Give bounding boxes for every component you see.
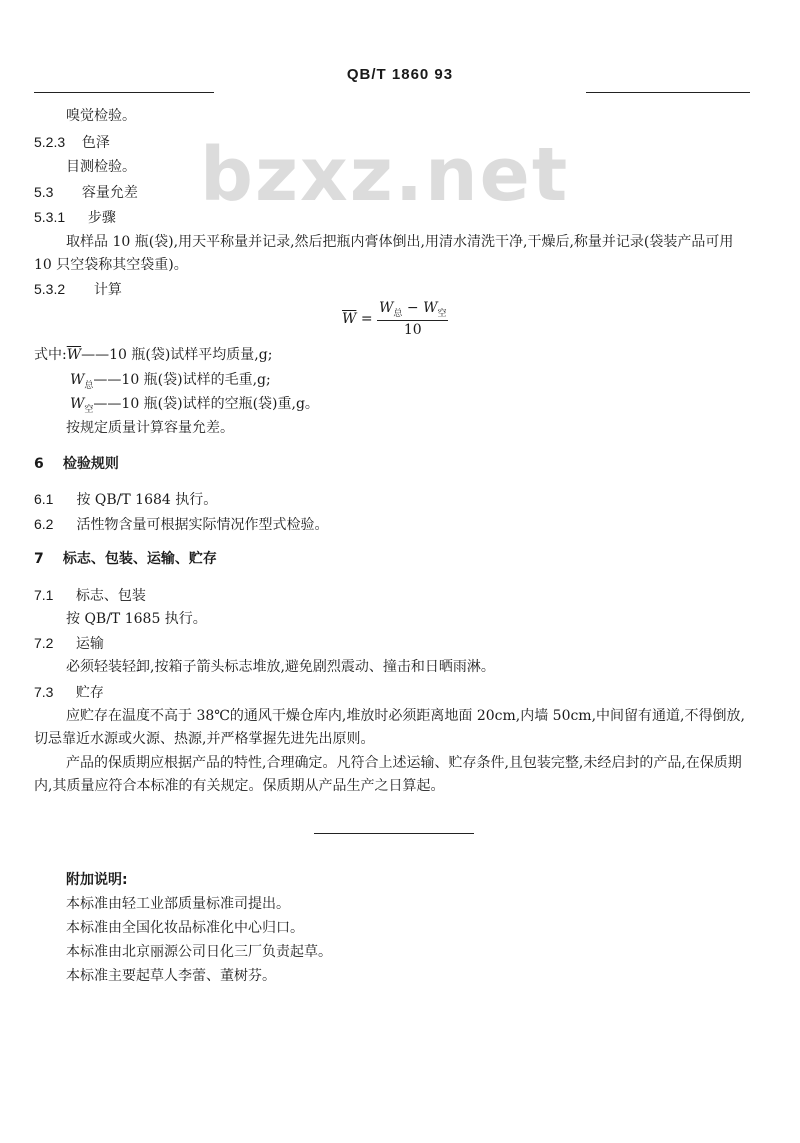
section-number: 7.2 [34,635,54,651]
symbol-w-empty: W [70,396,85,412]
section-6-1 [34,489,217,510]
header-rule-right [586,92,750,93]
note-2: 本标准由全国化妆品标准化中心归口。 [66,920,304,936]
standard-header: QB/T 1860 93 [346,66,454,83]
section-7-3-heading [34,682,104,702]
formula-denominator: 10 [403,321,422,338]
section-7-1-text: 按 QB/T 1685 执行。 [66,611,207,627]
section-title: 色泽 [81,134,110,150]
section-7-1-heading [34,585,146,605]
note-1: 本标准由轻工业部质量标准司提出。 [66,896,290,912]
section-7-2-heading [34,633,104,653]
section-5-3-heading [34,182,138,202]
where-line-2: $W_总——10$ 瓶(袋)试样的毛重,g; [70,372,271,391]
section-title: 步骤 [87,209,116,225]
section-7-2-text: 必须轻装轻卸,按箱子箭头标志堆放,避免剧烈震动、撞击和日晒雨淋。 [66,659,495,675]
section-5-3-2-heading [34,279,122,299]
section-title: 标志、包装 [75,587,146,603]
smell-check-text: 嗅觉检验。 [66,108,136,124]
section-6-2 [34,514,328,535]
section-5-2-3-text: 目测检验。 [66,159,136,175]
section-5-3-1-text: 取样品 10 瓶(袋),用天平称量并记录,然后把瓶内膏体倒出,用清水清洗干净,干燥后,称量并记录(袋装产品可用 10 只空袋称其空袋重)。 [34,234,734,273]
section-title: 标志、包装、运输、贮存 [62,551,217,567]
section-number: 6.1 [34,491,54,507]
section-7-heading [34,549,217,569]
section-number: 5.2.3 [34,134,66,150]
calc-note: 按规定质量计算容量允差。 [66,420,234,436]
formula-fraction [377,300,448,338]
section-number: 6.2 [34,516,54,532]
section-number: 5.3.2 [34,281,66,297]
section-number: 7.1 [34,587,54,603]
section-title: 检验规则 [62,456,119,472]
section-6-heading [34,454,119,474]
section-number: 7 [34,551,44,567]
symbol-w-gross: W [70,372,85,388]
watermark: bzxz.net [200,132,570,218]
section-title: 容量允差 [81,184,138,200]
end-rule [314,833,474,834]
section-number: 7.3 [34,684,54,700]
note-4: 本标准主要起草人李蕾、董树芬。 [66,968,276,984]
header-rule-left [34,92,214,93]
section-text: 按 QB/T 1684 执行。 [76,492,218,508]
note-3: 本标准由北京丽源公司日化三厂负责起草。 [66,944,332,960]
formula-lhs: $\overline{W}$ [342,310,357,327]
formula-equals: = [356,310,378,327]
section-title: 计算 [93,281,122,297]
average-mass-formula [342,300,448,338]
where-line-1: 式中$:\overline{W}——10$ 瓶(袋)试样平均质量,g; [34,347,273,363]
section-text: 活性物含量可根据实际情况作型式检验。 [76,517,329,533]
formula-numerator: $W_总 - W_空$ [379,300,447,319]
section-number: 6 [34,456,44,472]
section-7-3-para-1: 应贮存在温度不高于 38℃的通风干燥仓库内,堆放时必须距离地面 20cm,内墙 50cm,中间留有通道,不得倒放,切忌靠近水源或火源、热源,并严格掌握先进先出原则。 [34,708,745,747]
section-number: 5.3 [34,184,54,200]
section-7-3-para-2: 产品的保质期应根据产品的特性,合理确定。凡符合上述运输、贮存条件,且包装完整,未经启封的产品,在保质期内,其质量应符合本标准的有关规定。保质期从产品生产之日算起。 [34,755,742,794]
section-5-3-1-heading [34,207,116,227]
section-title: 运输 [75,635,104,651]
where-line-3: $W_空——10$ 瓶(袋)试样的空瓶(袋)重,g。 [70,396,319,415]
symbol-w-bar: $\overline{W}$ [66,347,82,363]
section-number: 5.3.1 [34,209,66,225]
section-title: 贮存 [75,684,104,700]
section-5-2-3-heading [34,132,110,152]
notes-title: 附加说明: [66,872,128,888]
